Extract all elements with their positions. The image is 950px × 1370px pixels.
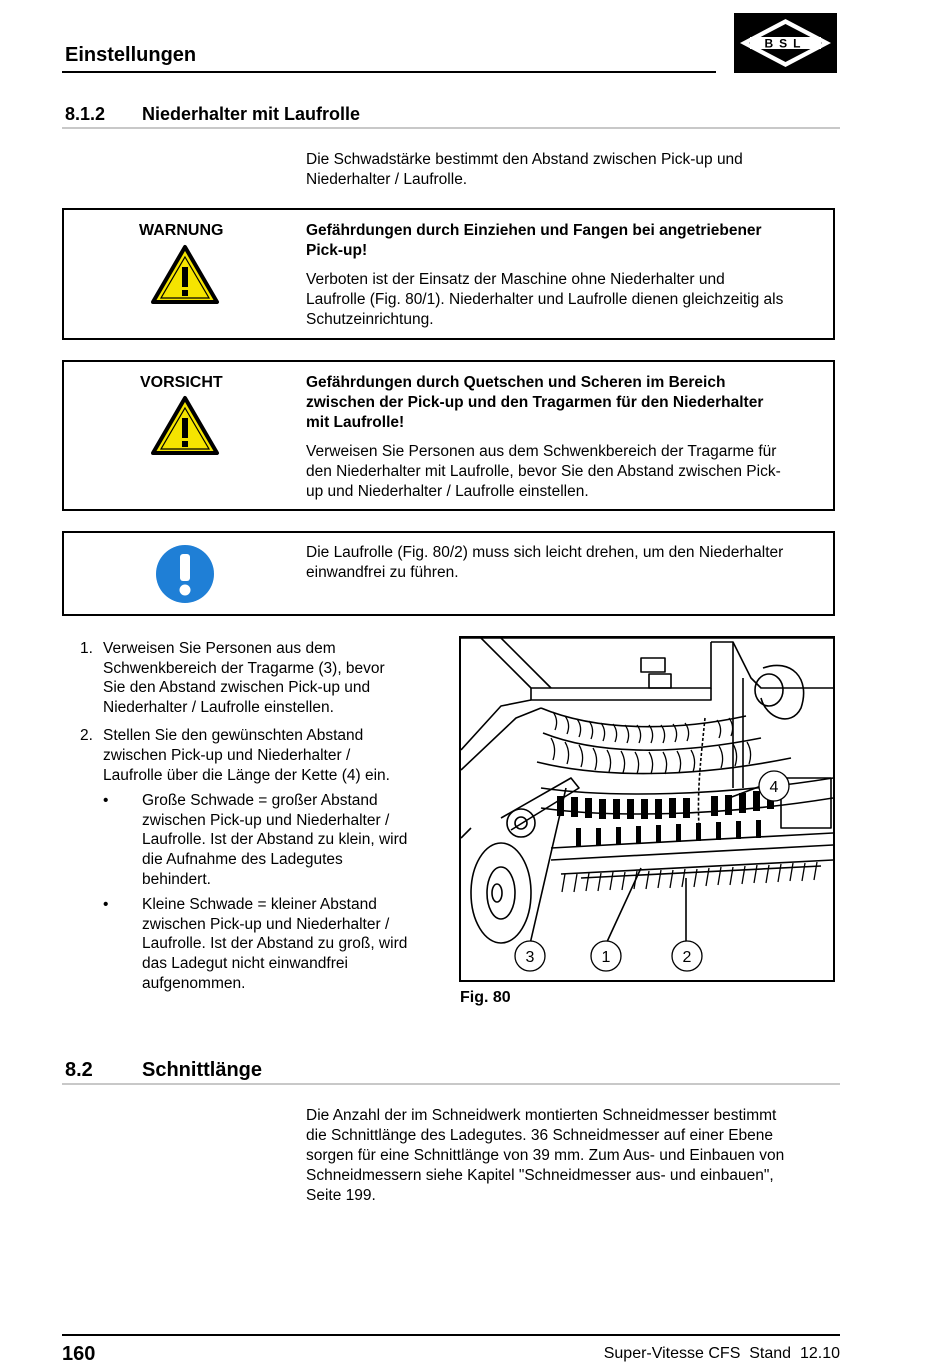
warning-box	[62, 208, 835, 340]
warning-heading: Gefährdungen durch Einziehen und Fangen bei angetriebener Pick-up!	[306, 222, 762, 259]
callout-4	[759, 771, 789, 801]
warning-triangle-icon	[150, 244, 220, 311]
section-title: Niederhalter mit Laufrolle	[142, 104, 361, 124]
callout-1	[591, 941, 621, 971]
section-rule	[62, 1083, 840, 1085]
svg-text:1: 1	[601, 949, 611, 966]
caution-box	[62, 360, 835, 511]
warning-triangle-icon	[150, 395, 220, 462]
svg-text:4: 4	[769, 779, 779, 796]
note-text: Die Laufrolle (Fig. 80/2) muss sich leicht drehen, um den Niederhalter einwandfrei zu führen.	[306, 544, 784, 581]
document-info: Super-Vitesse CFS Stand 12.10	[603, 1345, 840, 1362]
section-title: Schnittlänge	[142, 1059, 263, 1081]
list-item: 2. Stellen Sie den gewünschten Abstand zwischen Pick-up und Niederhalter / Laufrolle über die Länge der Kette (4) ein.	[80, 727, 390, 784]
page-header-title: Einstellungen	[65, 44, 197, 66]
warning-label: WARNUNG	[139, 222, 224, 239]
section-text: Die Anzahl der im Schneidwerk montierten Schneidmesser bestimmt die Schnittlänge des Ladegutes. 36 Schneidmesser auf einer Ebene sorgen für eine Schnittlänge von 39 mm. Zum Aus- und Einbauen von Schneidmessern siehe Kapitel "Schneidmesser aus- und einbauen", Seite 199.	[306, 1107, 785, 1204]
page-number: 160	[62, 1343, 96, 1365]
bsl-logo	[734, 13, 837, 73]
caution-text: Verweisen Sie Personen aus dem Schwenkbereich der Tragarme für den Niederhalter mit Laufrolle, bevor Sie den Abstand zwischen Pick- up und Niederhalter / Laufrolle einstellen.	[306, 443, 781, 500]
caution-label: VORSICHT	[140, 374, 223, 391]
figure-caption: Fig. 80	[460, 989, 511, 1006]
steps-list	[80, 639, 450, 993]
svg-text:3: 3	[525, 949, 535, 966]
callout-3	[515, 941, 545, 971]
callout-2	[672, 941, 702, 971]
bullet-item: • Große Schwade = großer Abstand zwischen Pick-up und Niederhalter / Laufrolle. Ist der Abstand zu klein, wird die Aufnahme des Ladegutes behindert.	[103, 792, 408, 888]
bullet-item: • Kleine Schwade = kleiner Abstand zwischen Pick-up und Niederhalter / Laufrolle. Ist der Abstand zu groß, wird das Ladegut nicht einwandfrei aufgenommen.	[103, 896, 408, 992]
caution-heading: Gefährdungen durch Quetschen und Scheren im Bereich zwischen der Pick-up und den Tragarmen für den Niederhalter mit Laufrolle!	[306, 374, 764, 431]
logo-text: BSL	[764, 36, 807, 51]
section-intro: Die Schwadstärke bestimmt den Abstand zwischen Pick-up und Niederhalter / Laufrolle.	[306, 151, 743, 188]
warning-text: Verboten ist der Einsatz der Maschine ohne Niederhalter und Laufrolle (Fig. 80/1). Niederhalter und Laufrolle dienen gleichzeitig als Schutzeinrichtung.	[306, 271, 784, 328]
header-rule	[62, 71, 716, 73]
list-item: 1. Verweisen Sie Personen aus dem Schwenkbereich der Tragarme (3), bevor Sie den Abstand zwischen Pick-up und Niederhalter / Laufrolle einstellen.	[80, 640, 385, 716]
section-number: 8.2	[65, 1059, 93, 1081]
footer-rule	[62, 1334, 840, 1336]
figure-80	[459, 636, 835, 982]
svg-text:2: 2	[682, 949, 692, 966]
pickup-drawing	[461, 638, 833, 980]
section-number: 8.1.2	[65, 104, 106, 124]
exclamation-circle-icon	[155, 544, 215, 609]
note-box	[62, 531, 835, 616]
section-rule	[62, 127, 840, 129]
